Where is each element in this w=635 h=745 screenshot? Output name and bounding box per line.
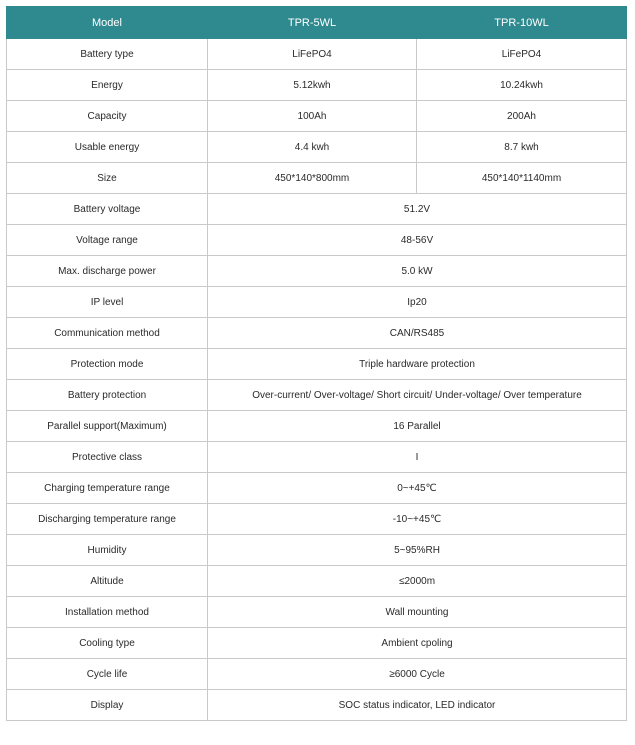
table-row [7, 101, 627, 132]
table-row [7, 504, 627, 535]
table-row [7, 287, 627, 318]
table-row [7, 597, 627, 628]
row-label: Battery type [7, 39, 208, 70]
spec-table [6, 6, 627, 721]
row-value: Ip20 [208, 287, 627, 318]
row-value: 5.0 kW [208, 256, 627, 287]
row-value: 5~95%RH [208, 535, 627, 566]
row-value-model-2: 10.24kwh [417, 70, 627, 101]
row-value: 51.2V [208, 194, 627, 225]
row-label: Discharging temperature range [7, 504, 208, 535]
header-row [7, 7, 627, 39]
table-row [7, 225, 627, 256]
table-row [7, 256, 627, 287]
table-row [7, 628, 627, 659]
table-row [7, 473, 627, 504]
row-label: Protection mode [7, 349, 208, 380]
row-value-model-1: 4.4 kwh [208, 132, 417, 163]
row-label: Cycle life [7, 659, 208, 690]
row-label: Display [7, 690, 208, 721]
row-value-model-2: 8.7 kwh [417, 132, 627, 163]
row-label: Cooling type [7, 628, 208, 659]
row-value-model-1: 450*140*800mm [208, 163, 417, 194]
row-label: IP level [7, 287, 208, 318]
row-value: CAN/RS485 [208, 318, 627, 349]
table-row [7, 690, 627, 721]
row-value-model-2: 450*140*1140mm [417, 163, 627, 194]
row-label: Humidity [7, 535, 208, 566]
row-value: ≤2000m [208, 566, 627, 597]
table-row [7, 535, 627, 566]
table-row [7, 70, 627, 101]
table-row [7, 194, 627, 225]
row-label: Battery voltage [7, 194, 208, 225]
row-value: Over-current/ Over-voltage/ Short circuit/ Under-voltage/ Over temperature [208, 380, 627, 411]
table-row [7, 442, 627, 473]
table-row [7, 39, 627, 70]
row-label: Protective class [7, 442, 208, 473]
table-row [7, 349, 627, 380]
row-label: Battery protection [7, 380, 208, 411]
row-value-model-2: 200Ah [417, 101, 627, 132]
table-row [7, 163, 627, 194]
header-model-label: Model [7, 7, 208, 39]
row-value: -10~+45℃ [208, 504, 627, 535]
row-value: Triple hardware protection [208, 349, 627, 380]
row-value-model-2: LiFePO4 [417, 39, 627, 70]
row-label: Energy [7, 70, 208, 101]
row-value: 48-56V [208, 225, 627, 256]
row-value-model-1: 100Ah [208, 101, 417, 132]
row-label: Communication method [7, 318, 208, 349]
row-value: I [208, 442, 627, 473]
row-value: SOC status indicator, LED indicator [208, 690, 627, 721]
row-label: Voltage range [7, 225, 208, 256]
row-value: ≥6000 Cycle [208, 659, 627, 690]
row-label: Capacity [7, 101, 208, 132]
table-row [7, 318, 627, 349]
table-row [7, 566, 627, 597]
row-value: 0~+45℃ [208, 473, 627, 504]
table-row [7, 659, 627, 690]
table-row [7, 132, 627, 163]
header-model-2: TPR-10WL [417, 7, 627, 39]
row-value-model-1: 5.12kwh [208, 70, 417, 101]
row-label: Max. discharge power [7, 256, 208, 287]
row-label: Size [7, 163, 208, 194]
row-label: Usable energy [7, 132, 208, 163]
table-row [7, 411, 627, 442]
row-label: Installation method [7, 597, 208, 628]
row-value: 16 Parallel [208, 411, 627, 442]
table-row [7, 380, 627, 411]
row-value-model-1: LiFePO4 [208, 39, 417, 70]
header-model-1: TPR-5WL [208, 7, 417, 39]
row-value: Ambient cpoling [208, 628, 627, 659]
row-label: Altitude [7, 566, 208, 597]
row-label: Parallel support(Maximum) [7, 411, 208, 442]
row-label: Charging temperature range [7, 473, 208, 504]
row-value: Wall mounting [208, 597, 627, 628]
